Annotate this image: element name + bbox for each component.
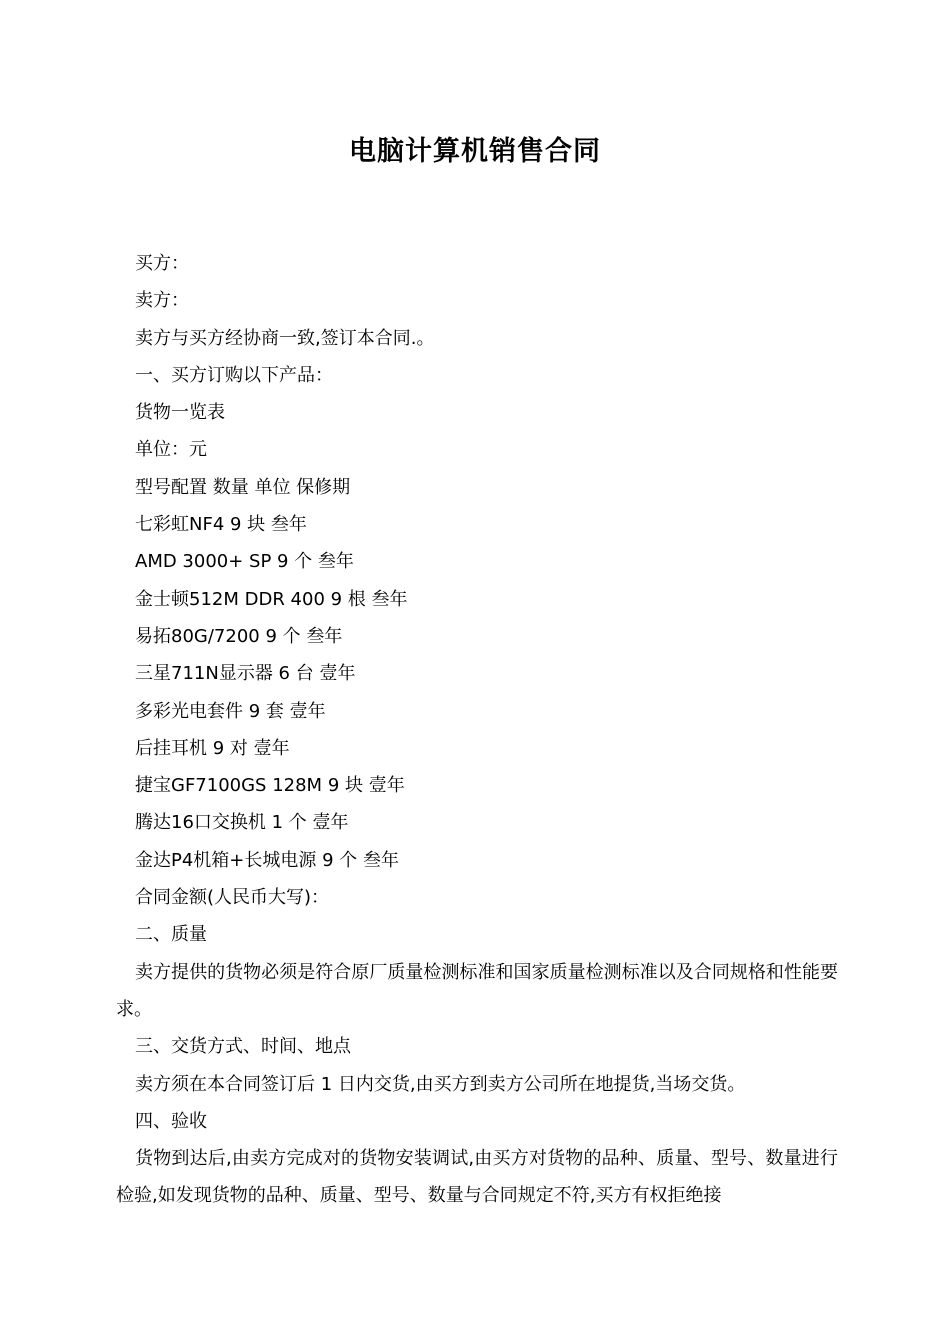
goods-item: 后挂耳机 9 对 壹年 [135, 737, 290, 759]
goods-item: 腾达16口交换机 1 个 壹年 [135, 812, 349, 834]
seller-line: 卖方： [135, 290, 189, 312]
document-title: 电脑计算机销售合同 [349, 136, 601, 167]
goods-item: 多彩光电套件 9 套 壹年 [135, 700, 326, 722]
section-heading-delivery: 三、交货方式、时间、地点 [135, 1036, 351, 1058]
goods-item: 捷宝GF7100GS 128M 9 块 壹年 [135, 775, 405, 797]
goods-item: 金士顿512M DDR 400 9 根 叁年 [135, 588, 408, 610]
section-heading-acceptance: 四、验收 [135, 1110, 207, 1132]
contract-amount-line: 合同金额(人民币大写)： [135, 887, 330, 909]
agreement-line: 卖方与买方经协商一致,签订本合同.。 [135, 327, 435, 349]
goods-item: 三星711N显示器 6 台 壹年 [135, 663, 356, 685]
unit-line: 单位：元 [135, 439, 207, 461]
goods-item: 七彩虹NF4 9 块 叁年 [135, 514, 307, 536]
goods-list-title: 货物一览表 [135, 402, 225, 424]
section-heading-order: 一、买方订购以下产品： [135, 364, 333, 386]
acceptance-paragraph: 货物到达后,由卖方完成对的货物安装调试,由买方对货物的品种、质量、型号、数量进行检验,如发现货物的品种、质量、型号、数量与合同规定不符,买方有权拒绝接 [116, 1148, 838, 1207]
goods-item: 金达P4机箱+长城电源 9 个 叁年 [135, 849, 400, 871]
section-heading-quality: 二、质量 [135, 924, 207, 946]
goods-item: 易拓80G/7200 9 个 叁年 [135, 625, 343, 647]
document-body [116, 245, 838, 1215]
goods-table-header: 型号配置 数量 单位 保修期 [135, 476, 351, 498]
quality-paragraph: 卖方提供的货物必须是符合原厂质量检测标准和国家质量检测标准以及合同规格和性能要求。 [116, 961, 838, 1020]
goods-item: AMD 3000+ SP 9 个 叁年 [135, 551, 354, 573]
delivery-paragraph: 卖方须在本合同签订后 1 日内交货,由买方到卖方公司所在地提货,当场交货。 [135, 1073, 746, 1095]
buyer-line: 买方： [135, 253, 189, 274]
